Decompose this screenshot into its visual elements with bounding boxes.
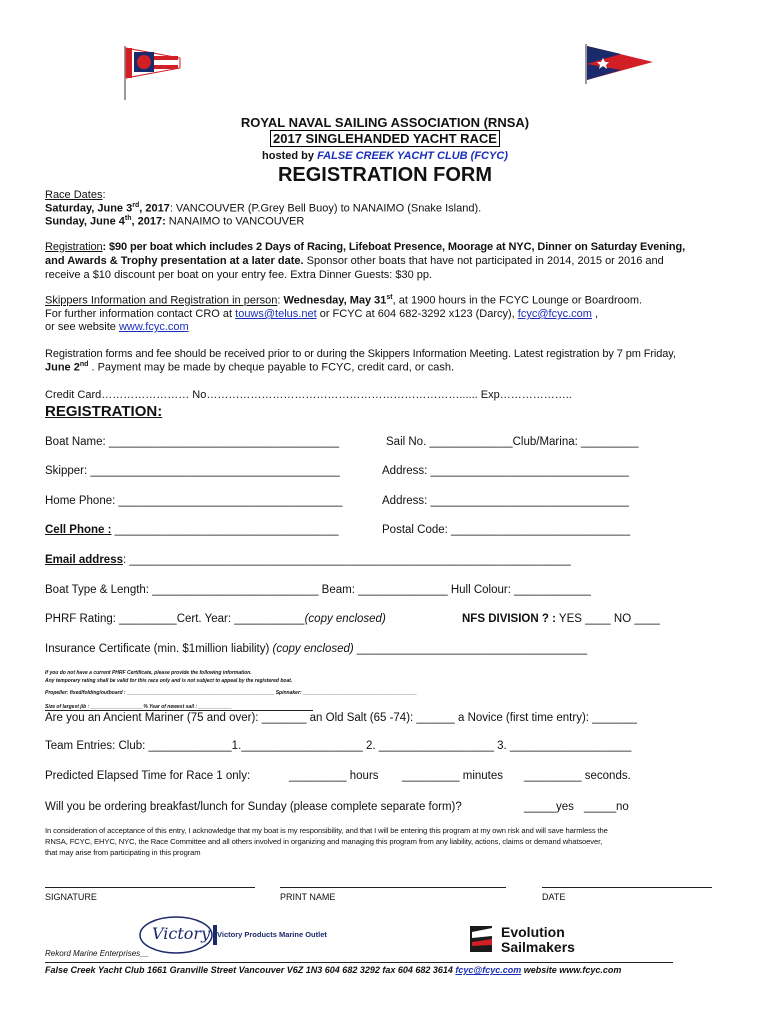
skippers-sup: st — [386, 294, 393, 301]
cell-phone-label: Cell Phone : — [45, 524, 112, 536]
race-day-1 — [45, 202, 481, 215]
race-title: 2017 SINGLEHANDED YACHT RACE — [270, 130, 500, 147]
boat-type-row[interactable]: Boat Type & Length: __________________________ Beam: ______________ Hull Colour: ____________ — [45, 584, 591, 596]
credit-card-line[interactable]: Credit Card…………………… No……………………………………………………………...... Exp……………….. — [45, 389, 572, 401]
day1-sup: rd — [132, 202, 140, 209]
skipper-field[interactable]: Skipper: _______________________________________ — [45, 465, 340, 477]
contact-suffix: , — [591, 308, 599, 320]
footer-website: website www.fcyc.com — [521, 965, 622, 975]
registration-info-bold2: and Awards & Trophy presentation at a later date. — [45, 255, 304, 267]
day2-year: , 2017: — [131, 215, 166, 228]
form-title: REGISTRATION FORM — [277, 164, 493, 186]
fcyc-email-link[interactable]: fcyc@fcyc.com — [517, 308, 592, 320]
hosted-line — [0, 150, 770, 162]
elapsed-seconds-field[interactable]: _________ seconds. — [524, 770, 631, 782]
contact-middle: or FCYC at 604 682-3292 x123 (Darcy), — [316, 308, 518, 320]
insurance-line: ____________________________________ — [353, 643, 588, 655]
victory-text: Victory Products Marine Outlet — [217, 930, 327, 939]
elapsed-hours-field[interactable]: _________ hours — [289, 770, 379, 782]
team-entries-row[interactable]: Team Entries: Club: _____________1.___________________ 2. __________________ 3. ___________________ — [45, 740, 632, 752]
boat-name-field[interactable]: Boat Name: ____________________________________ — [45, 436, 340, 448]
skippers-line1 — [45, 294, 642, 307]
footer-email-link[interactable]: fcyc@fcyc.com — [455, 965, 522, 975]
day2-sup: th — [124, 215, 132, 222]
cro-email-link[interactable]: touws@telus.net — [235, 308, 317, 320]
hosted-prefix: hosted by — [262, 150, 318, 162]
waiver-text — [45, 825, 608, 858]
host-name: FALSE CREEK YACHT CLUB (FCYC) — [317, 150, 508, 162]
registration-info-line3: receive a $10 discount per boat on your entry fee. Extra Dinner Guests: $30 pp. — [45, 269, 433, 281]
deadline-line2 — [45, 361, 454, 374]
skippers-colon: : — [277, 294, 284, 307]
registration-info-rest: Sponsor other boats that have not participated in 2014, 2015 or 2016 and — [303, 255, 664, 267]
race-dates-label — [45, 189, 106, 201]
waiver-line3: that may arise from participating in this program — [45, 848, 201, 857]
skippers-date: Wednesday, May 31 — [283, 294, 387, 307]
date-line[interactable] — [542, 887, 712, 888]
victory-logo — [138, 911, 338, 957]
evolution-line1: Evolution — [501, 924, 565, 940]
fine-print-divider — [45, 710, 313, 711]
postal-code-field[interactable]: Postal Code: ____________________________ — [382, 524, 631, 536]
registration-info-line2 — [45, 255, 664, 267]
day1-year: , 2017 — [139, 202, 170, 215]
deadline-sup: nd — [79, 361, 89, 368]
waiver-line1: In consideration of acceptance of this entry, I acknowledge that my boat is my responsibility, and that I will be entering this program at my own risk and will save harmless the — [45, 826, 608, 835]
fine-print-jib[interactable]: Size of largest jib : ___________________% Year of newest sail : ____________ — [45, 704, 232, 710]
email-field[interactable] — [45, 554, 571, 566]
nfs-division-field[interactable] — [462, 613, 660, 625]
fine-print-2: Any temporary rating shall be valid for this race only and is not subject to appeal by the registered boat. — [45, 678, 293, 684]
evolution-mark-icon — [468, 926, 496, 956]
home-phone-field[interactable]: Home Phone: ___________________________________ — [45, 495, 343, 507]
breakfast-label: Will you be ordering breakfast/lunch for Sunday (please complete separate form)? — [45, 801, 462, 813]
race-dates-colon: : — [102, 189, 106, 201]
print-name-label: PRINT NAME — [280, 892, 336, 902]
print-name-line[interactable] — [280, 887, 506, 888]
insurance-copy-enclosed: (copy enclosed) — [272, 643, 354, 655]
day2-route: NANAIMO to VANCOUVER — [165, 215, 305, 228]
contact-prefix: For further information contact CRO at — [45, 308, 236, 320]
registration-info-bold: : $90 per boat which includes 2 Days of Racing, Lifeboat Presence, Moorage at NYC, Dinner on Saturday Evening, — [102, 241, 686, 253]
skippers-line2 — [45, 308, 598, 320]
footer-divider — [45, 962, 673, 963]
fcyc-burgee-logo — [585, 44, 655, 84]
rnsa-flag-logo — [120, 44, 184, 100]
day1-date: Saturday, June 3 — [45, 202, 133, 215]
registration-heading: REGISTRATION: — [45, 403, 163, 420]
deadline-date: June 2 — [45, 361, 80, 374]
phrf-row[interactable] — [45, 613, 386, 625]
website-link[interactable]: www.fcyc.com — [118, 321, 189, 333]
race-day-2 — [45, 215, 304, 228]
insurance-row[interactable] — [45, 643, 587, 655]
registration-info-line1 — [45, 241, 685, 253]
email-line: : _____________________________________________________________________ — [122, 554, 571, 566]
deadline-line1: Registration forms and fee should be received prior to or during the Skippers Information Meeting. Latest registration by 7 pm Friday, — [45, 348, 676, 360]
fine-print-1: If you do not have a current PHRF Certificate, please provide the following information. — [45, 670, 252, 676]
address2-field[interactable]: Address: _______________________________ — [382, 495, 629, 507]
phrf-rating-field: PHRF Rating: _________Cert. Year: ___________ — [45, 613, 305, 625]
cell-phone-field[interactable] — [45, 524, 339, 536]
registration-info-label: Registration — [45, 241, 103, 253]
rekord-marine: Rekord Marine Enterprises__ — [45, 949, 150, 958]
evolution-logo — [468, 924, 598, 958]
nfs-yes-no: YES ____ NO ____ — [555, 613, 660, 625]
footer — [45, 965, 621, 975]
signature-line[interactable] — [45, 887, 255, 888]
email-label: Email address — [45, 554, 123, 566]
day1-route: : VANCOUVER (P.Grey Bell Buoy) to NANAIMO (Snake Island). — [169, 202, 482, 215]
breakfast-no-field[interactable]: _____no — [584, 801, 629, 813]
waiver-line2: RNSA, FCYC, EHYC, NYC, the Race Committee and all others involved in organizing and managing this program from any liability, actions, claims or demand whatsoever, — [45, 837, 603, 846]
deadline-payment: . Payment may be made by cheque payable to FCYC, credit card, or cash. — [88, 361, 455, 374]
sail-no-club-field[interactable]: Sail No. _____________Club/Marina: _________ — [386, 436, 639, 448]
mariner-row[interactable]: Are you an Ancient Mariner (75 and over): _______ an Old Salt (65 -74): ______ a Novice (first time entry): _______ — [45, 712, 637, 724]
race-title-wrap — [0, 130, 770, 148]
elapsed-minutes-field[interactable]: _________ minutes — [402, 770, 504, 782]
skippers-label: Skippers Information and Registration in person — [45, 294, 278, 307]
address1-field[interactable]: Address: _______________________________ — [382, 465, 629, 477]
skippers-line3 — [45, 321, 189, 333]
footer-address: False Creek Yacht Club 1661 Granville Street Vancouver V6Z 1N3 604 682 3292 fax 604 682 3614 — [45, 965, 456, 975]
fine-print-propeller[interactable]: Propeller: fixed/folding/outboard : _____________________________________________________ Spinnaker: _________________________________________ — [45, 690, 417, 696]
day2-date: Sunday, June 4 — [45, 215, 125, 228]
website-prefix: or see website — [45, 321, 119, 333]
insurance-label: Insurance Certificate (min. $1million liability) — [45, 643, 273, 655]
org-title: ROYAL NAVAL SAILING ASSOCIATION (RNSA) — [240, 115, 530, 130]
signature-label: SIGNATURE — [45, 892, 97, 902]
nfs-label: NFS DIVISION ? : — [462, 613, 556, 625]
race-dates-label-text: Race Dates — [45, 189, 103, 201]
skippers-rest: , at 1900 hours in the FCYC Lounge or Boardroom. — [392, 294, 643, 307]
victory-script: Victory — [152, 924, 211, 943]
cell-phone-line: ___________________________________ — [111, 524, 339, 536]
date-label: DATE — [542, 892, 566, 902]
evolution-line2: Sailmakers — [501, 939, 575, 955]
elapsed-time-label: Predicted Elapsed Time for Race 1 only: — [45, 770, 251, 782]
phrf-copy-enclosed: (copy enclosed) — [304, 613, 386, 625]
breakfast-yes-field[interactable]: _____yes — [524, 801, 574, 813]
